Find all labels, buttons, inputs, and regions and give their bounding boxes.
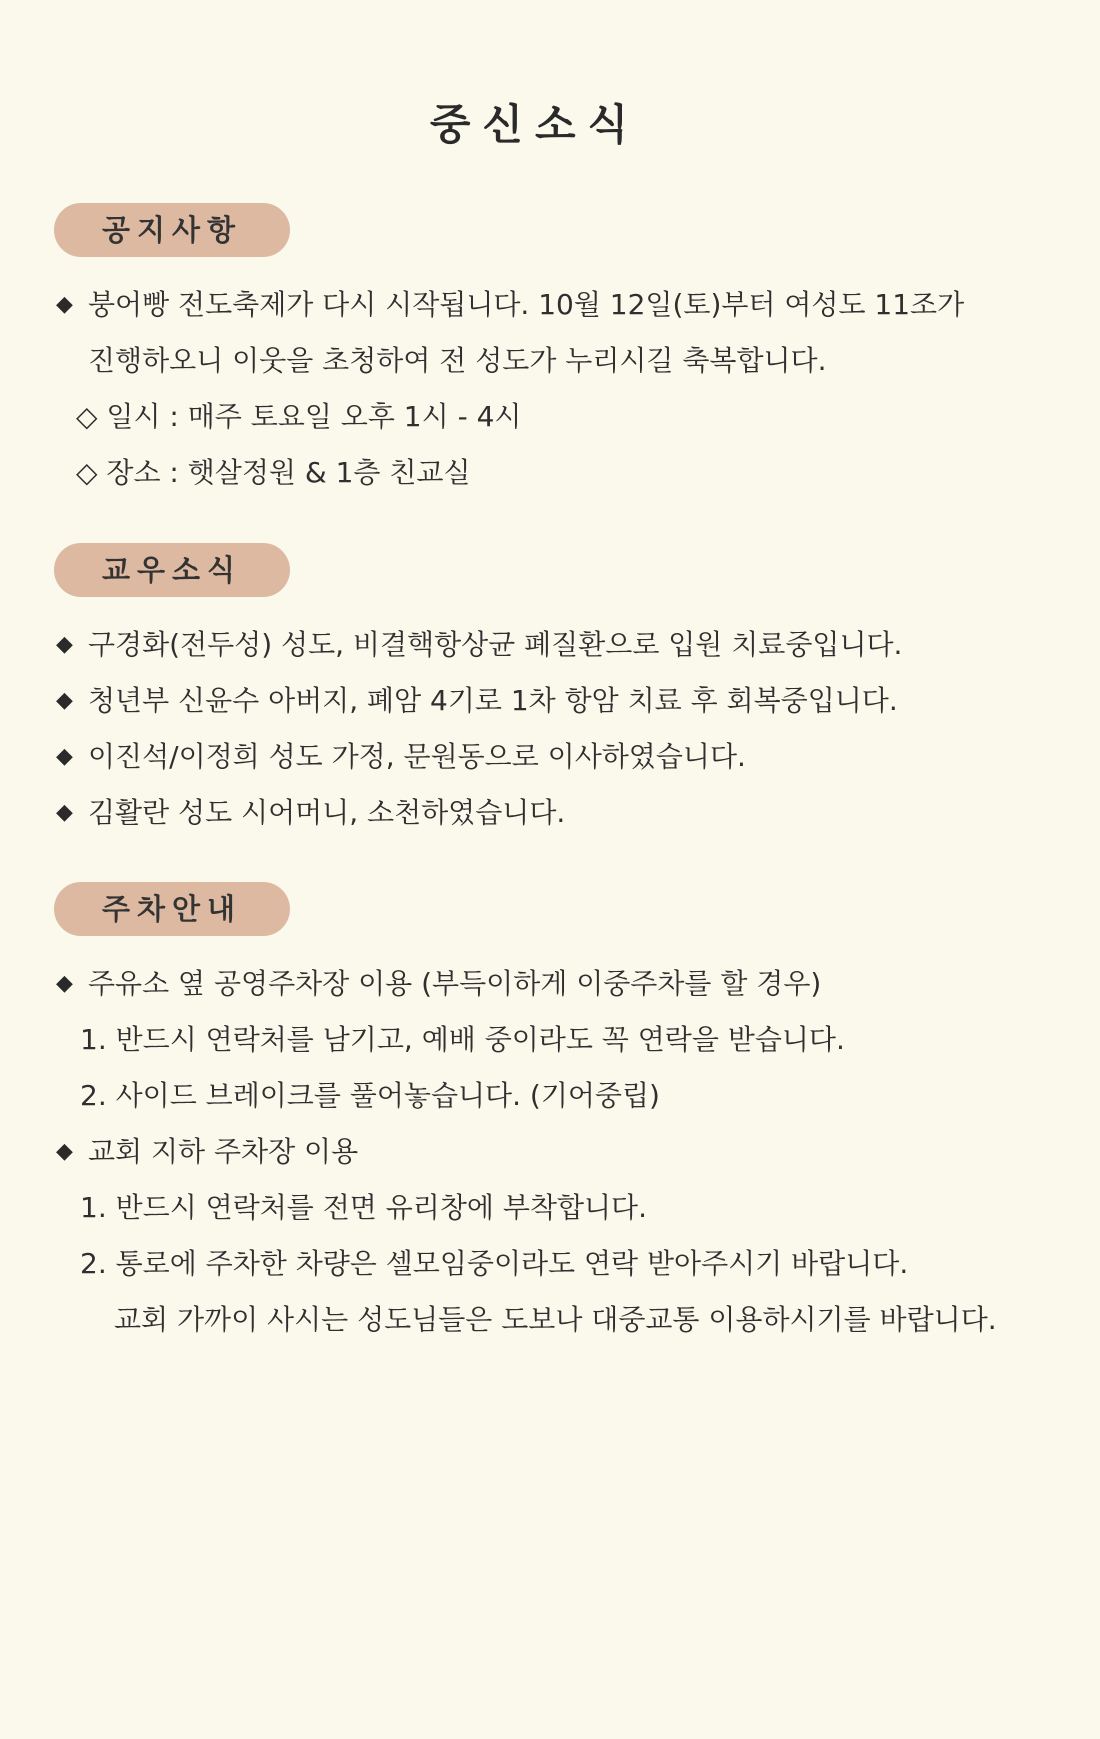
list-item: 진행하오니 이웃을 초청하여 전 성도가 누리시길 축복합니다. — [88, 344, 827, 377]
list-item: 1. 반드시 연락처를 남기고, 예배 중이라도 꼭 연락을 받습니다. — [80, 1023, 845, 1056]
list-item: 청년부 신윤수 아버지, 폐암 4기로 1차 항암 치료 후 회복중입니다. — [88, 684, 898, 717]
list-item: 1. 반드시 연락처를 전면 유리창에 부착합니다. — [80, 1191, 647, 1224]
page-title: 중신소식 — [429, 100, 641, 149]
list-item: ◇ 장소 : 햇살정원 & 1층 친교실 — [76, 456, 471, 489]
list-item: 교회 지하 주차장 이용 — [88, 1135, 359, 1168]
list-item: 김활란 성도 시어머니, 소천하였습니다. — [88, 796, 566, 829]
list-item: ◇ 일시 : 매주 토요일 오후 1시 - 4시 — [76, 400, 522, 433]
list-item: 2. 사이드 브레이크를 풀어놓습니다. (기어중립) — [80, 1079, 660, 1112]
diamond-bullet-icon: ◆ — [56, 971, 73, 996]
diamond-bullet-icon: ◆ — [56, 1139, 73, 1164]
diamond-bullet-icon: ◆ — [56, 800, 73, 825]
section-header-parking: 주차안내 — [54, 882, 290, 936]
list-item: 주유소 옆 공영주차장 이용 (부득이하게 이중주차를 할 경우) — [88, 967, 822, 1000]
section-header-notice: 공지사항 — [54, 203, 290, 257]
diamond-bullet-icon: ◆ — [56, 292, 73, 317]
section-header-member-news: 교우소식 — [54, 543, 290, 597]
list-item: 이진석/이정희 성도 가정, 문원동으로 이사하였습니다. — [88, 740, 746, 773]
diamond-bullet-icon: ◆ — [56, 744, 73, 769]
diamond-bullet-icon: ◆ — [56, 632, 73, 657]
list-item: 2. 통로에 주차한 차량은 셀모임중이라도 연락 받아주시기 바랍니다. — [80, 1247, 909, 1280]
list-item: 교회 가까이 사시는 성도님들은 도보나 대중교통 이용하시기를 바랍니다. — [114, 1303, 997, 1336]
list-item: 구경화(전두성) 성도, 비결핵항상균 폐질환으로 입원 치료중입니다. — [88, 628, 903, 661]
list-item: 붕어빵 전도축제가 다시 시작됩니다. 10월 12일(토)부터 여성도 11조가 — [88, 288, 965, 321]
diamond-bullet-icon: ◆ — [56, 688, 73, 713]
